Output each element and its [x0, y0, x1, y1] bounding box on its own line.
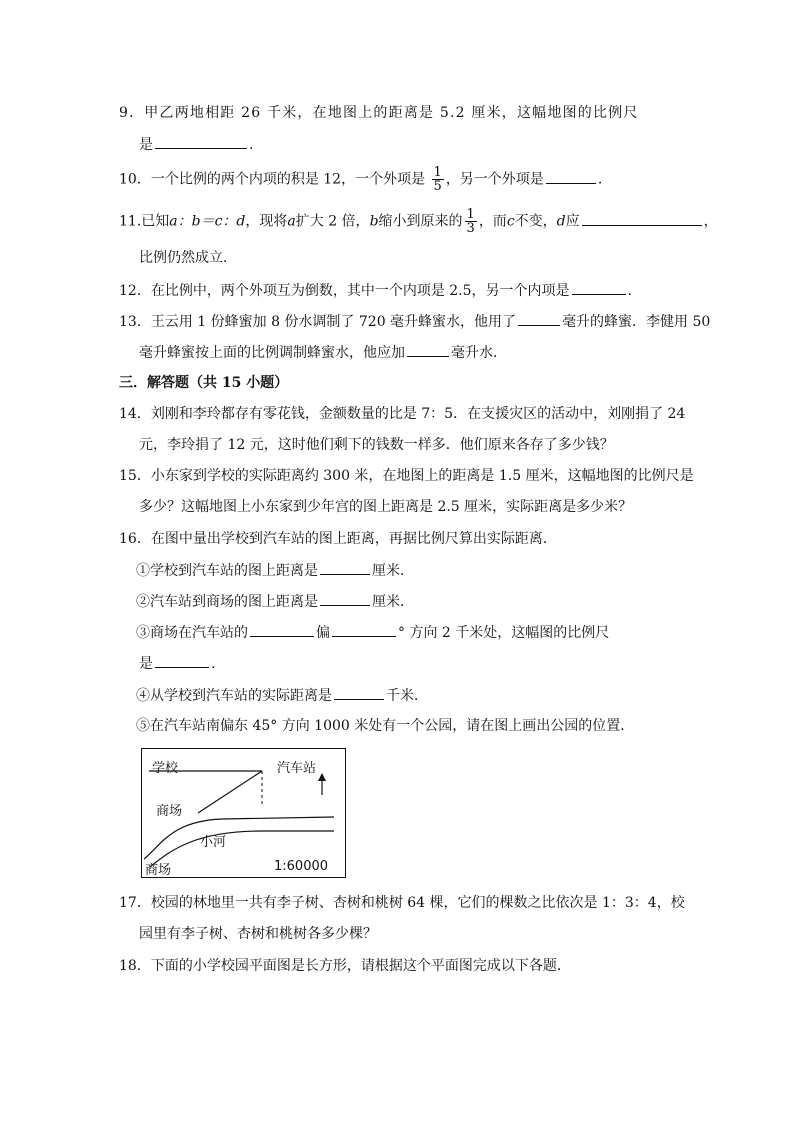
q9-answer-blank[interactable] [155, 134, 247, 149]
question-11-line2: 比例仍然成立． [139, 250, 237, 266]
question-13-line2 [139, 342, 507, 363]
question-17-line2: 园里有李子树、杏树和桃树各多少棵？ [139, 926, 377, 942]
question-17-line1: 17．校园的林地里一共有李子树、杏树和桃树 64 棵，它们的棵数之比依次是 1：3：4，校 [119, 895, 685, 911]
q11-frac-num: 1 [466, 207, 475, 222]
map-label-mall-lower: 商场 [145, 863, 172, 878]
q16-s4-blank[interactable] [334, 685, 384, 700]
question-16-part1 [136, 560, 414, 581]
q16-s3-end: ° 方向 2 千米处，这幅图的比例尺 [398, 625, 610, 641]
q16-s2-text: ②汽车站到商场的图上距离是 [136, 594, 318, 610]
q11-text-5: 不变， [514, 213, 557, 230]
question-9-line1: 9．甲乙两地相距 26 千米，在地图上的距离是 5.2 厘米，这幅地图的比例尺 [119, 105, 639, 121]
q13-text-mid: 毫升的蜂蜜．李健用 50 [562, 314, 711, 330]
question-16-part4 [136, 685, 428, 706]
q16-s3-blank-2[interactable] [332, 622, 396, 637]
q11-var-a: a [287, 213, 296, 230]
question-15-line1: 15．小东家到学校的实际距离约 300 米，在地图上的距离是 1.5 厘米，这幅地图的比例尺是 [119, 468, 694, 484]
q13-answer-blank-2[interactable] [407, 342, 449, 357]
q11-fraction [465, 208, 477, 235]
q16-s2-end: 厘米． [372, 594, 414, 610]
q11-text-6: 应 [565, 213, 580, 230]
q16-s3-line2-end: . [211, 656, 216, 672]
q10-answer-blank[interactable] [546, 169, 596, 184]
question-11 [119, 208, 718, 235]
q11-text-3: 缩小到原来的 [378, 213, 463, 230]
question-10 [119, 166, 602, 193]
question-13-line1 [119, 311, 710, 332]
map-scale: 1:60000 [274, 859, 329, 874]
q16-s1-text: ①学校到汽车站的图上距离是 [136, 563, 318, 579]
q16-s4-end: 千米． [386, 688, 428, 704]
q16-s1-blank[interactable] [320, 560, 370, 575]
q16-s4-text: ④从学校到汽车站的实际距离是 [136, 688, 332, 704]
q16-s3-mid: 偏 [316, 625, 330, 641]
q13-text-end: 毫升水． [451, 345, 507, 361]
question-16-part2 [136, 591, 414, 612]
map-label-station: 汽车站 [277, 761, 317, 776]
q11-answer-blank[interactable] [582, 211, 702, 226]
question-18-line1: 18．下面的小学校园平面图是长方形，请根据这个平面图完成以下各题． [119, 958, 571, 974]
q9-text: 是 [139, 137, 153, 153]
diagonal-road [198, 771, 262, 813]
north-arrow-icon [318, 773, 326, 781]
q13-text-2: 毫升蜂蜜按上面的比例调制蜂蜜水，他应加 [139, 345, 405, 361]
q10-text-mid: ，另一个外项是 [445, 171, 544, 188]
q11-text-1: ，现将 [245, 213, 288, 230]
map-label-mall-upper: 商场 [156, 804, 183, 819]
q16-s3-blank-1[interactable] [250, 622, 314, 637]
q12-answer-blank[interactable] [572, 280, 626, 295]
q10-frac-den: 5 [433, 179, 442, 194]
q11-text-2: 扩大 2 倍， [295, 213, 370, 230]
q16-s1-end: 厘米． [372, 563, 414, 579]
section-heading: 三．解答题（共 15 小题） [119, 375, 289, 391]
q12-text-end: . [627, 283, 632, 299]
q11-var-c: c [506, 213, 515, 230]
q13-text: 13．王云用 1 份蜂蜜加 8 份水调制了 720 毫升蜂蜜水，他用了 [119, 314, 517, 330]
q11-frac-den: 3 [466, 221, 475, 236]
q10-fraction [432, 166, 444, 193]
question-15-line2: 多少？这幅地图上小东家到少年宫的图上距离是 2.5 厘米，实际距离是多少米？ [139, 499, 633, 515]
q13-answer-blank-1[interactable] [518, 311, 560, 326]
map-label-school: 学校 [152, 761, 179, 776]
q11-text-4: ，而 [478, 213, 507, 230]
q16-s2-blank[interactable] [320, 591, 370, 606]
question-16-part3-line2 [139, 653, 215, 674]
q16-s3-line2-text: 是 [139, 656, 153, 672]
question-9-line2 [139, 134, 253, 155]
river-upper-bank [144, 817, 334, 859]
q11-var-b: b [369, 213, 379, 230]
q9-text-end: . [249, 137, 254, 153]
q10-text: 10．一个比例的两个内项的积是 12，一个外项是 [119, 171, 426, 188]
question-14-line2: 元，李玲捐了 12 元，这时他们剩下的钱数一样多．他们原来各存了多少钱？ [139, 437, 614, 453]
question-16-intro: 16．在图中量出学校到汽车站的图上距离，再据比例尺算出实际距离． [119, 531, 557, 547]
q12-text: 12．在比例中，两个外项互为倒数，其中一个内项是 2.5，另一个内项是 [119, 283, 570, 299]
map-label-river: 小河 [200, 835, 227, 850]
q16-s3-text: ③商场在汽车站的 [136, 625, 248, 641]
q11-text: 11.已知 [119, 213, 170, 230]
question-12 [119, 280, 632, 301]
map-figure [141, 748, 346, 878]
q10-text-end: . [597, 171, 603, 188]
q11-var-d: d [556, 213, 566, 230]
q16-s3-blank-3[interactable] [155, 653, 209, 668]
question-16-part5: ⑤在汽车站南偏东 45° 方向 1000 米处有一个公园，请在图上画出公园的位置． [136, 718, 635, 734]
q11-text-end: ， [703, 213, 718, 230]
question-14-line1: 14．刘刚和李玲都存有零花钱，金额数量的比是 7：5．在支援灾区的活动中，刘刚捐了 24 [119, 406, 686, 422]
q10-frac-num: 1 [433, 165, 442, 180]
q11-expression: a：b＝c：d [169, 213, 246, 230]
question-16-part3 [136, 622, 609, 643]
